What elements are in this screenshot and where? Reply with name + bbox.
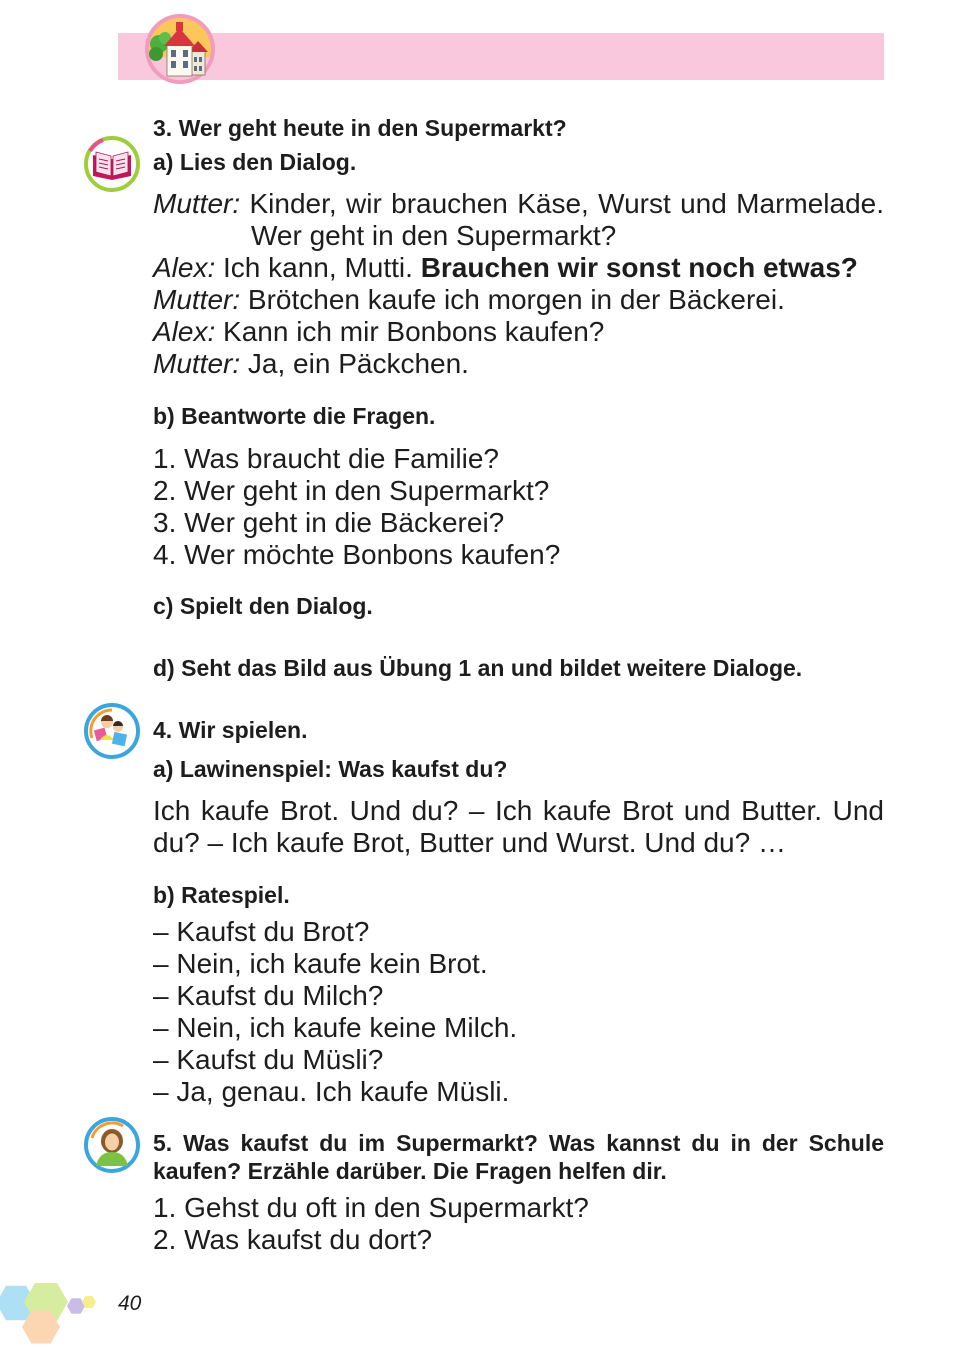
children-playing-icon (83, 702, 141, 760)
question: 3. Wer geht in die Bäckerei? (153, 507, 505, 538)
dialog-text: Kann ich mir Bonbons kaufen? (223, 316, 605, 347)
page-number: 40 (118, 1292, 142, 1315)
speaker: Mutter: (153, 188, 241, 219)
paragraph-line: du? – Ich kaufe Brot, Butter und Wurst. Und du? … (153, 827, 786, 858)
question: 1. Gehst du oft in den Supermarkt? (153, 1192, 589, 1223)
dialog-text: Wer geht in den Supermarkt? (251, 220, 617, 251)
dialog (153, 188, 884, 380)
guessing-game-lines (153, 916, 884, 1108)
section-3b-label: b) Beantworte die Fragen. (153, 403, 436, 429)
guess-line: – Nein, ich kaufe keine Milch. (153, 1012, 518, 1043)
speaker: Alex: (153, 252, 216, 283)
dialog-line (153, 188, 884, 220)
reading-book-icon (83, 135, 141, 193)
speaker: Mutter: (153, 348, 241, 379)
dialog-line (153, 252, 884, 284)
speaker: Mutter: (153, 284, 241, 315)
dialog-text: Kinder, wir brauchen Käse, Wurst und Marmelade. (249, 188, 884, 219)
speaker: Alex: (153, 316, 216, 347)
guess-line: – Kaufst du Milch? (153, 980, 384, 1011)
title-line: 5. Was kaufst du im Supermarkt? Was kannst du in der Schule (153, 1130, 884, 1156)
section-3-title: 3. Wer geht heute in den Supermarkt? (153, 115, 567, 141)
avalanche-game-text (153, 795, 884, 859)
question: 2. Was kaufst du dort? (153, 1224, 433, 1255)
question: 1. Was braucht die Familie? (153, 443, 499, 474)
dialog-line (153, 220, 884, 252)
dialog-emphasis: Brauchen wir sonst noch etwas? (420, 252, 858, 283)
guess-line: – Kaufst du Brot? (153, 916, 370, 947)
dialog-text: Brötchen kaufe ich morgen in der Bäckerei. (247, 284, 785, 315)
hexagon-cluster-icon (0, 1280, 100, 1350)
question: 2. Wer geht in den Supermarkt? (153, 475, 550, 506)
section-5-questions (153, 1192, 884, 1256)
section-3c-label: c) Spielt den Dialog. (153, 593, 373, 619)
section-4-title: 4. Wir spielen. (153, 717, 308, 743)
girl-speaking-icon (83, 1116, 141, 1174)
header-bar (118, 33, 884, 80)
guess-line: – Kaufst du Müsli? (153, 1044, 384, 1075)
dialog-line (153, 348, 884, 380)
dialog-text: Ja, ein Päckchen. (247, 348, 469, 379)
title-line: kaufen? Erzähle darüber. Die Fragen helfen dir. (153, 1158, 667, 1184)
section-3a-label: a) Lies den Dialog. (153, 149, 357, 175)
question-list (153, 443, 884, 571)
dialog-line (153, 284, 884, 316)
guess-line: – Ja, genau. Ich kaufe Müsli. (153, 1076, 510, 1107)
dialog-text: Ich kann, Mutti. (223, 252, 413, 283)
dialog-line (153, 316, 884, 348)
question: 4. Wer möchte Bonbons kaufen? (153, 539, 561, 570)
guess-line: – Nein, ich kaufe kein Brot. (153, 948, 488, 979)
section-4a-label: a) Lawinenspiel: Was kaufst du? (153, 756, 508, 782)
paragraph-line: Ich kaufe Brot. Und du? – Ich kaufe Brot und Butter. Und (153, 795, 884, 826)
section-3d-label: d) Seht das Bild aus Übung 1 an und bildet weitere Dialoge. (153, 655, 803, 681)
school-building-icon (142, 11, 218, 87)
section-5-title (153, 1129, 884, 1185)
section-4b-label: b) Ratespiel. (153, 882, 290, 908)
